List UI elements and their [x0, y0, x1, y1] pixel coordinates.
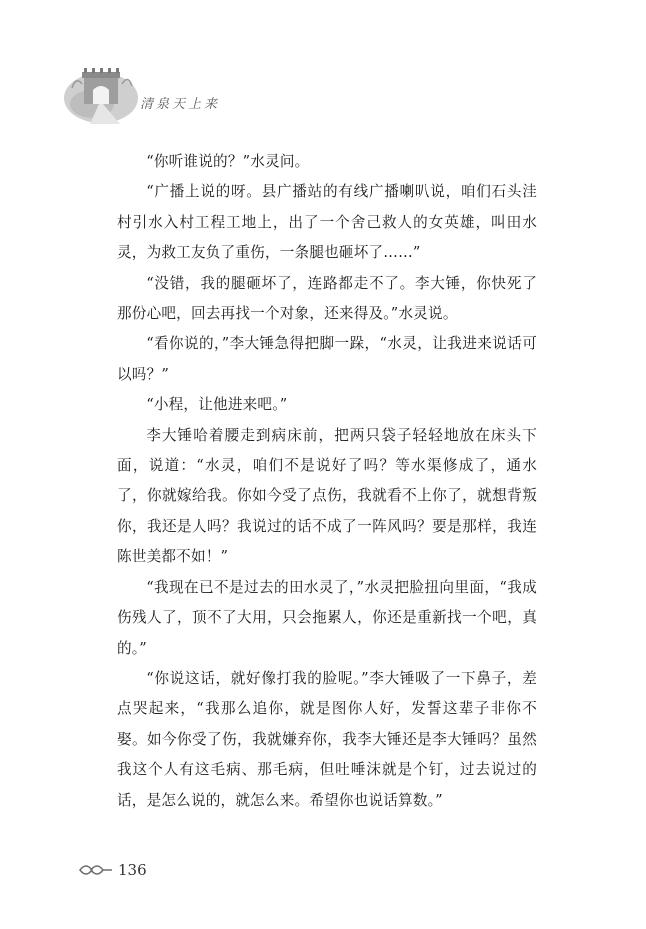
paragraph: “没错，我的腿砸坏了，连路都走不了。李大锤，你快死了那份心吧，回去再找一个对象，还来得及。”水灵说。: [117, 274, 537, 323]
paragraph: 李大锤哈着腰走到病床前，把两只袋子轻轻地放在床头下面，说道：“水灵，咱们不是说好了吗？等水渠修成了，通水了，你就嫁给我。你如今受了点伤，我就看不上你了，就想背叛你，我还是人吗？我说过的话不成了一阵风吗？要是那样，我连陈世美都不如！”: [117, 426, 537, 566]
leaf-ornament-icon: [78, 860, 114, 880]
paragraph: “广播上说的呀。县广播站的有线广播喇叭说，咱们石头洼村引水入村工程工地上，出了一个舍己救人的女英雄，叫田水灵，为救工友负了重伤，一条腿也砸坏了……”: [117, 183, 537, 262]
page-number: 136: [118, 861, 147, 879]
paragraph: “小程，让他进来吧。”: [146, 396, 288, 414]
running-header: [62, 58, 302, 128]
paragraph: “我现在已不是过去的田水灵了，”水灵把脸扭向里面，“我成伤残人了，顶不了大用，只会拖累人，你还是重新找一个吧，真的。”: [117, 578, 537, 657]
body-text: [117, 147, 537, 816]
paragraph: “你听谁说的？”水灵问。: [146, 153, 310, 170]
paragraph: “你说这话，就好像打我的脸呢。”李大锤吸了一下鼻子，差点哭起来，“我那么追你，就是图你人好，发誓这辈子非你不娶。如今你受了伤，我就嫌弃你，我李大锤还是李大锤吗？虽然我这个人有这毛病、那毛病，但吐唾沫就是个钉，过去说过的话，是怎么说的，就怎么来。希望你也说话算数。”: [117, 669, 537, 809]
gate-illustration-icon: [62, 58, 140, 124]
paragraph: “看你说的，”李大锤急得把脚一跺，“水灵，让我进来说话可以吗？”: [117, 335, 537, 383]
page-footer: [78, 860, 218, 880]
running-title: 清泉天上来: [140, 97, 221, 112]
